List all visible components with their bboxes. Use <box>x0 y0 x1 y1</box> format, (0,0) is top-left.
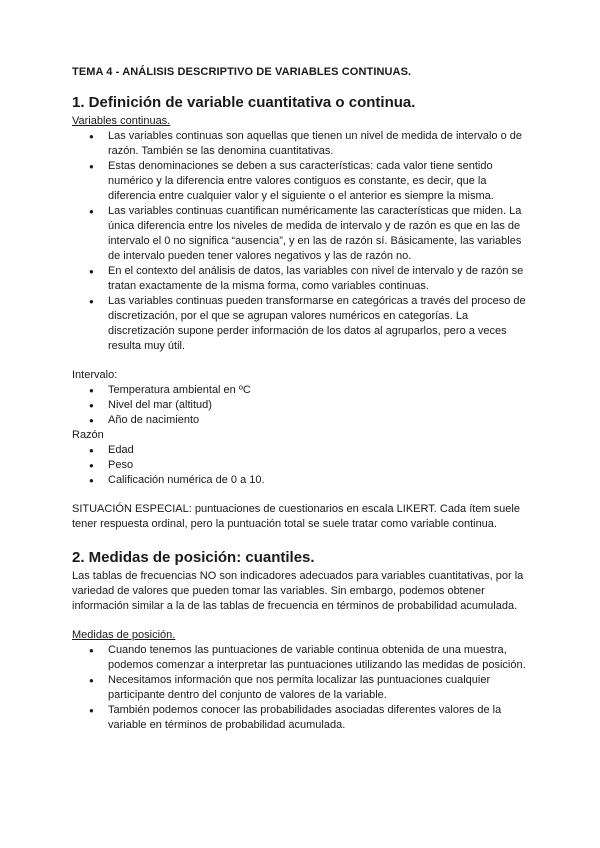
list-item: ● Las variables continuas pueden transformarse en categóricas a través del proceso de discretización, por el que se agrupan valores numéricos en categorías. La discretización supone perder información de los datos al agruparlos, pero a veces resulta muy útil. <box>108 294 532 354</box>
list-item: ● También podemos conocer las probabilidades asociadas diferentes valores de la variable en términos de probabilidad acumulada. <box>108 703 532 733</box>
list-item: ● Calificación numérica de 0 a 10. <box>108 473 532 488</box>
list-item: ● Temperatura ambiental en ºC <box>108 383 532 398</box>
section2-intro: Las tablas de frecuencias NO son indicadores adecuados para variables cuantitativas, por la variedad de valores que pueden tomar las variables. Sin embargo, podemos obtener información similar a la de las tablas de frecuencia en términos de probabilidad acumulada. <box>72 570 524 612</box>
list-item: ● Año de nacimiento <box>108 413 532 428</box>
list-item: ● Nivel del mar (altitud) <box>108 398 532 413</box>
section2-bullet-list <box>72 643 532 733</box>
list-item: ● Peso <box>108 458 532 473</box>
section1-subheading: Variables continuas. <box>72 115 171 127</box>
intervalo-list <box>72 383 532 428</box>
document-title: TEMA 4 - ANÁLISIS DESCRIPTIVO DE VARIABLES CONTINUAS. <box>72 66 412 78</box>
razon-list <box>72 443 532 488</box>
section2-subheading: Medidas de posición. <box>72 629 176 641</box>
section1-heading: 1. Definición de variable cuantitativa o continua. <box>72 94 416 111</box>
list-item: ● Las variables continuas son aquellas que tienen un nivel de medida de intervalo o de razón. También se las denomina cuantitativas. <box>108 129 532 159</box>
list-item: ● Estas denominaciones se deben a sus características: cada valor tiene sentido numérico y la diferencia entre valores contiguos es constante, es decir, que la diferencia entre cualquier valor y el siguiente o el anterior es siempre la misma. <box>108 159 532 204</box>
intervalo-label: Intervalo: <box>72 369 118 381</box>
document-page <box>72 66 532 733</box>
razon-label: Razón <box>72 429 104 441</box>
list-item: ● En el contexto del análisis de datos, las variables con nivel de intervalo y de razón se tratan exactamente de la misma forma, como variables continuas. <box>108 264 532 294</box>
list-item: ● Necesitamos información que nos permita localizar las puntuaciones cualquier participante dentro del conjunto de valores de la variable. <box>108 673 532 703</box>
list-item: ● Cuando tenemos las puntuaciones de variable continua obtenida de una muestra, podemos comenzar a interpretar las puntuaciones utilizando las medidas de posición. <box>108 643 532 673</box>
section2-heading: 2. Medidas de posición: cuantiles. <box>72 549 315 566</box>
list-item: ● Las variables continuas cuantifican numéricamente las características que miden. La única diferencia entre los niveles de medida de intervalo y de razón es que en las de intervalo el 0 no significa “ausencia”, y en las de razón sí. Básicamente, las variables de intervalo pueden tener valores negativos y las de razón no. <box>108 204 532 264</box>
list-item: ● Edad <box>108 443 532 458</box>
section1-bullet-list <box>72 129 532 354</box>
special-situation-paragraph: SITUACIÓN ESPECIAL: puntuaciones de cuestionarios en escala LIKERT. Cada ítem suele tener respuesta ordinal, pero la puntuación total se suele tratar como variable continua. <box>72 503 520 530</box>
